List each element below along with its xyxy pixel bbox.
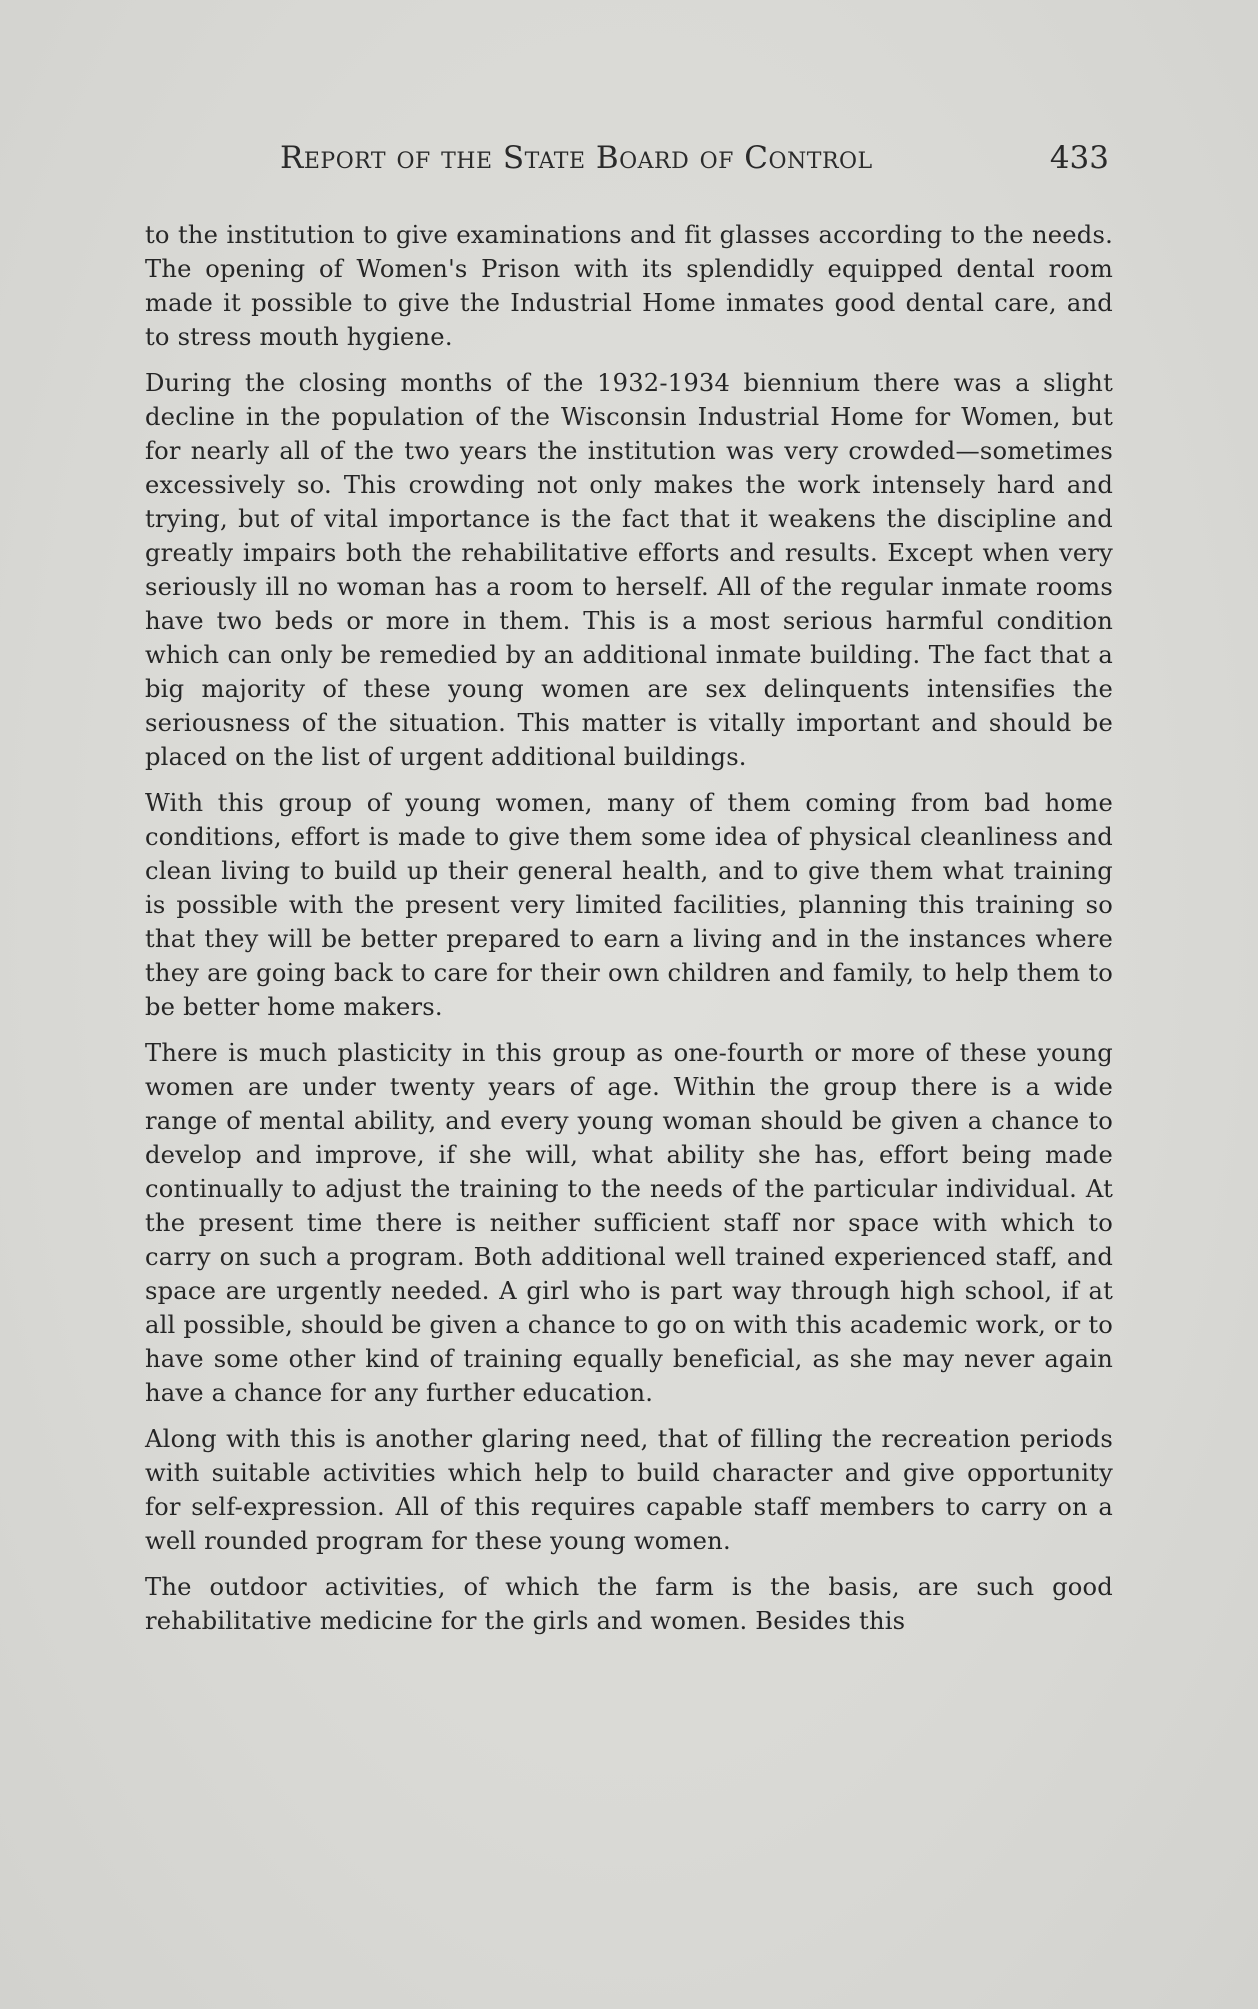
running-head-title: Report of the State Board of Control <box>280 140 873 176</box>
running-head <box>145 140 1115 184</box>
paragraph: The outdoor activities, of which the farm is the basis, are such good rehabilitative medicine for the girls and women. Besides this <box>145 1573 1113 1635</box>
paragraph: to the institution to give examinations and fit glasses according to the needs. The opening of Women's Prison with its splendidly equipped dental room made it possible to give the Industrial Home inmates good dental care, and to stress mouth hygiene. <box>145 221 1113 351</box>
body-text <box>145 218 1113 1650</box>
paragraph: With this group of young women, many of them coming from bad home conditions, effort is made to give them some idea of physical cleanliness and clean living to build up their general health, and to give them what training is possible with the present very limited facilities, planning this training so that they will be better prepared to earn a living and in the instances where they are going back to care for their own children and family, to help them to be better home makers. <box>145 789 1113 1021</box>
page-number: 433 <box>1049 140 1109 176</box>
paragraph: During the closing months of the 1932-1934 biennium there was a slight decline in the population of the Wisconsin Industrial Home for Women, but for nearly all of the two years the institution was very crowded—sometimes excessively so. This crowding not only makes the work intensely hard and trying, but of vital importance is the fact that it weakens the discipline and greatly impairs both the rehabilitative efforts and results. Except when very seriously ill no woman has a room to herself. All of the regular inmate rooms have two beds or more in them. This is a most serious harmful condition which can only be remedied by an additional inmate building. The fact that a big majority of these young women are sex delinquents intensifies the seriousness of the situation. This matter is vitally important and should be placed on the list of urgent additional buildings. <box>145 369 1113 771</box>
paragraph: There is much plasticity in this group as one-fourth or more of these young women are under twenty years of age. Within the group there is a wide range of mental ability, and every young woman should be given a chance to develop and improve, if she will, what ability she has, effort being made continually to adjust the training to the needs of the particular individual. At the present time there is neither sufficient staff nor space with which to carry on such a program. Both additional well trained experienced staff, and space are urgently needed. A girl who is part way through high school, if at all possible, should be given a chance to go on with this academic work, or to have some other kind of training equally beneficial, as she may never again have a chance for any further education. <box>145 1039 1113 1407</box>
paragraph: Along with this is another glaring need, that of filling the recreation periods with suitable activities which help to build character and give opportunity for self-expression. All of this requires capable staff members to carry on a well rounded program for these young women. <box>145 1425 1113 1555</box>
